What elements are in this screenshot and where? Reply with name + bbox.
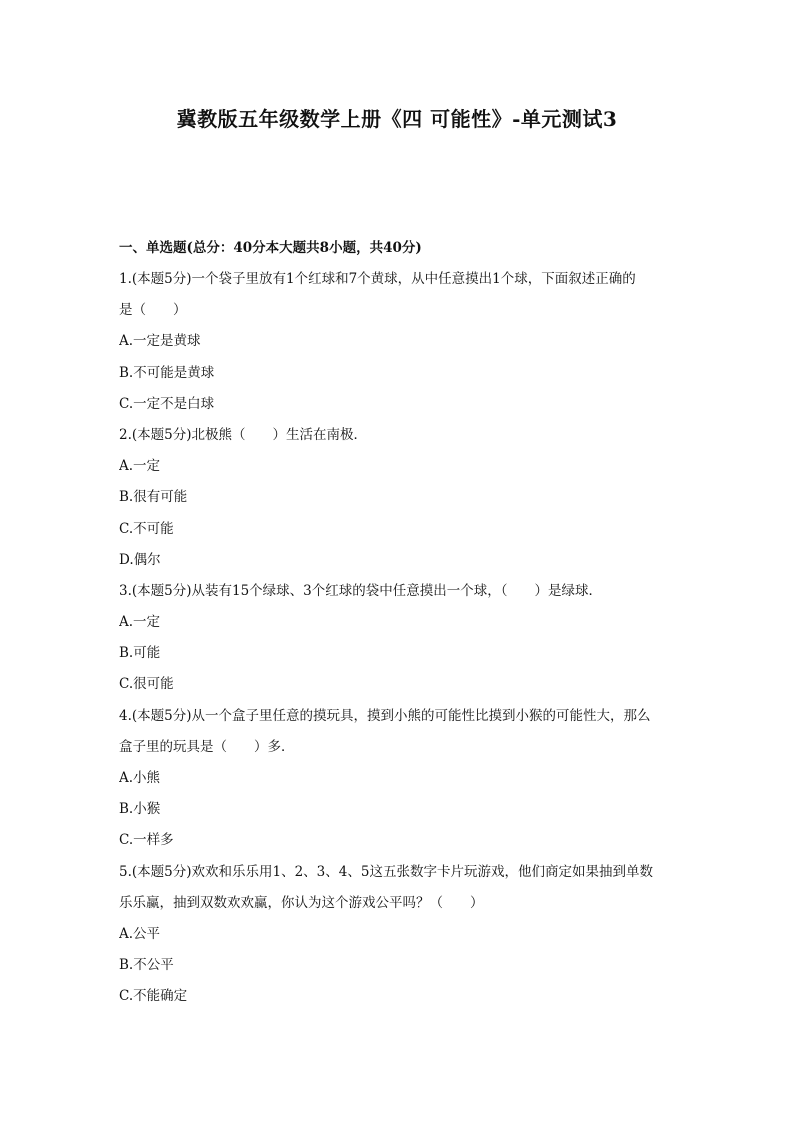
answer-option: A.一定 xyxy=(119,614,161,631)
question-text: 乐乐赢，抽到双数欢欢赢，你认为这个游戏公平吗？（ ） xyxy=(119,894,484,911)
answer-option: C.很可能 xyxy=(119,676,174,693)
answer-option: A.公平 xyxy=(119,925,161,942)
answer-option: B.可能 xyxy=(119,645,161,662)
question-text: 5.(本题5分)欢欢和乐乐用1、2、3、4、5这五张数字卡片玩游戏，他们商定如果抽到单数 xyxy=(119,863,653,880)
question-text: 1.(本题5分)一个袋子里放有1个红球和7个黄球，从中任意摸出1个球，下面叙述正确的 xyxy=(119,271,636,287)
question-4 xyxy=(119,701,684,857)
section-heading: 一、单选题(总分：40分本大题共8小题，共40分) xyxy=(119,240,422,256)
answer-option: B.不公平 xyxy=(119,957,174,974)
question-text: 4.(本题5分)从一个盒子里任意的摸玩具，摸到小熊的可能性比摸到小猴的可能性大，那么 xyxy=(119,707,651,724)
answer-option: A.小熊 xyxy=(119,770,161,786)
question-text: 是（ ） xyxy=(119,302,187,319)
answer-option: C.不可能 xyxy=(119,520,174,537)
answer-option: A.一定是黄球 xyxy=(119,333,201,350)
answer-option: B.很有可能 xyxy=(119,489,188,506)
question-text: 2.(本题5分)北极熊（ ）生活在南极． xyxy=(119,426,368,443)
answer-option: B.小猴 xyxy=(119,801,161,818)
document-body xyxy=(119,233,684,1013)
document-title: 冀教版五年级数学上册《四 可能性》-单元测试3 xyxy=(176,107,618,131)
question-3 xyxy=(119,576,684,701)
answer-option: C.一定不是白球 xyxy=(119,395,215,412)
answer-option: C.不能确定 xyxy=(119,988,188,1005)
question-2 xyxy=(119,420,684,576)
question-1 xyxy=(119,264,684,420)
answer-option: D.偶尔 xyxy=(119,551,161,568)
question-5 xyxy=(119,857,684,1013)
answer-option: B.不可能是黄球 xyxy=(119,364,215,381)
answer-option: C.一样多 xyxy=(119,832,174,849)
question-text: 盒子里的玩具是（ ）多． xyxy=(119,738,295,755)
answer-option: A.一定 xyxy=(119,458,161,475)
question-text: 3.(本题5分)从装有15个绿球、3个红球的袋中任意摸出一个球，（ ）是绿球． xyxy=(119,582,603,599)
